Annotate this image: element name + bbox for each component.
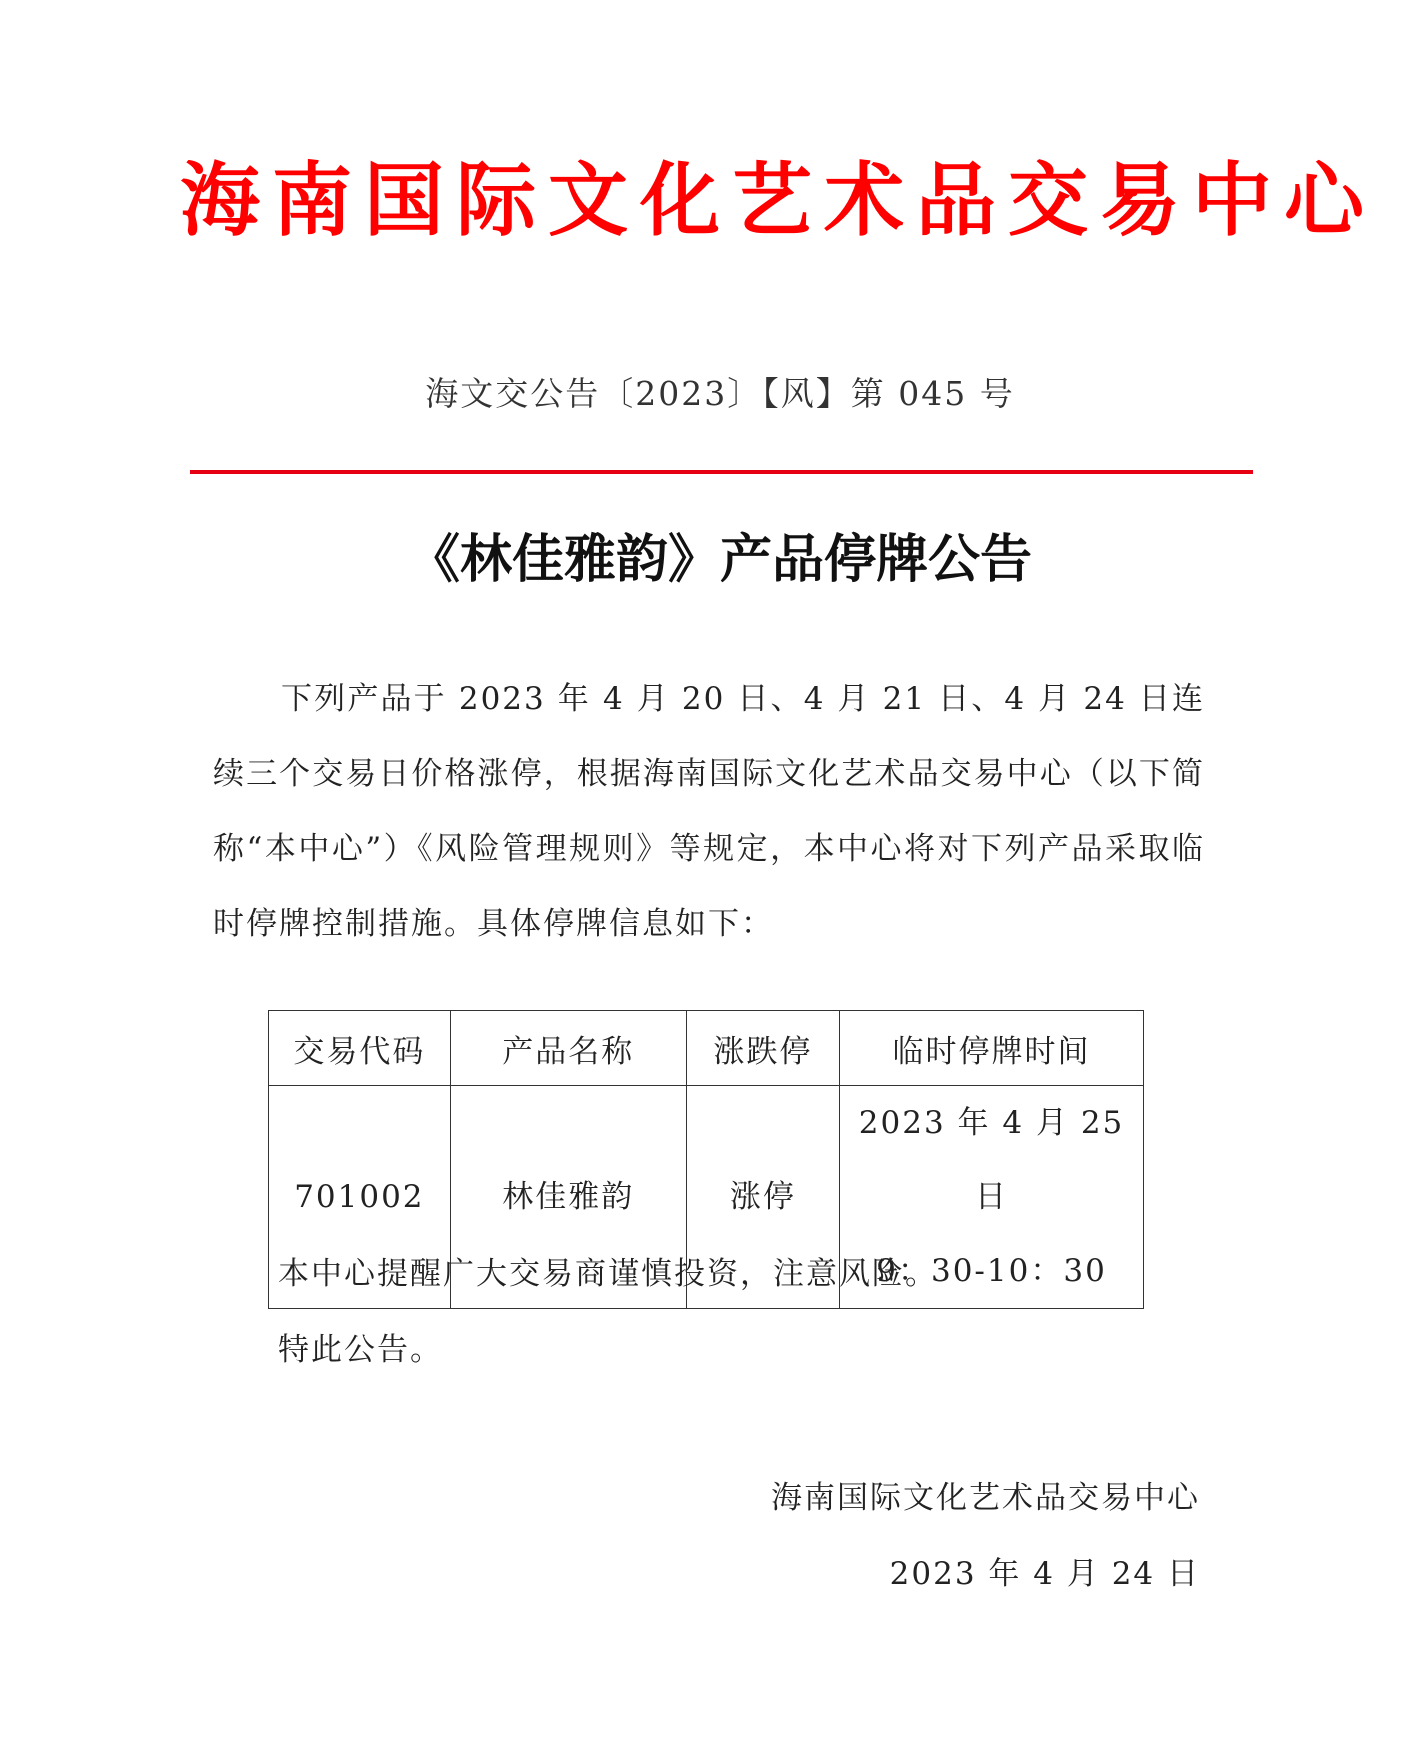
notice-title: 《林佳雅韵》产品停牌公告	[407, 529, 1032, 590]
suspension-time-range: 9：30-10：30	[876, 1253, 1107, 1289]
issuer-signature: 海南国际文化艺术品交易中心	[771, 1480, 1200, 1516]
risk-reminder: 本中心提醒广大交易商谨慎投资，注意风险。	[278, 1256, 938, 1292]
closing-remark: 特此公告。	[278, 1332, 443, 1368]
suspension-date: 2023 年 4 月 25 日	[858, 1105, 1125, 1215]
cell-product-name: 林佳雅韵	[450, 1086, 686, 1309]
table-header-row	[269, 1011, 1144, 1086]
header-price-limit: 涨跌停	[686, 1011, 839, 1086]
masthead-organization: 海南国际文化艺术品交易中心	[180, 153, 1376, 247]
cell-price-limit: 涨停	[686, 1086, 839, 1309]
issue-date: 2023 年 4 月 24 日	[889, 1556, 1200, 1592]
cell-trade-code: 701002	[269, 1086, 451, 1309]
red-divider-line	[190, 470, 1253, 474]
header-product-name: 产品名称	[450, 1011, 686, 1086]
document-number: 海文交公告〔2023〕【风】第 045 号	[425, 374, 1015, 413]
header-suspension-time: 临时停牌时间	[840, 1011, 1144, 1086]
header-trade-code: 交易代码	[269, 1011, 451, 1086]
notice-body-paragraph: 下列产品于 2023 年 4 月 20 日、4 月 21 日、4 月 24 日连续三个交易日价格涨停，根据海南国际文化艺术品交易中心（以下简称“本中心”）《风险管理规则》等规定，本中心将对下列产品采取临时停牌控制措施。具体停牌信息如下：	[213, 681, 1205, 942]
